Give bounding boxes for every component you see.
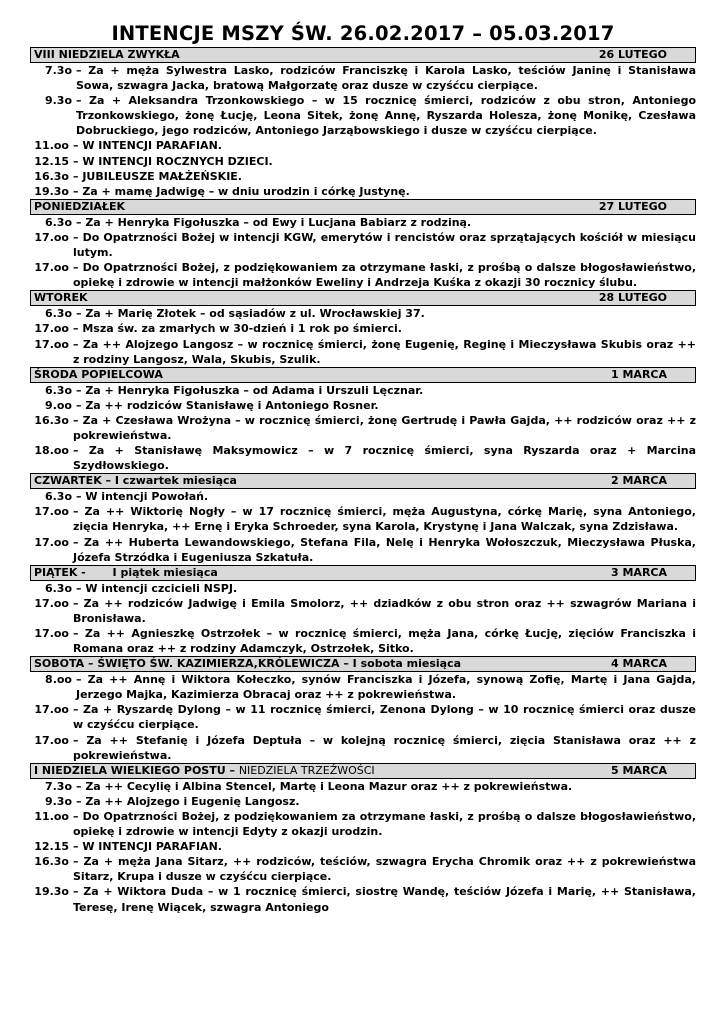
intention-time: 9.3o [44,794,72,808]
intention-entry [30,184,696,199]
page-title: INTENCJE MSZY ŚW. 26.02.2017 – 05.03.2017 [111,22,615,45]
intention-text: – Msza św. za zmarłych w 30-dzień i 1 rok po śmierci. [73,322,402,336]
intention-entry [26,383,696,398]
intention-time: 11.oo [34,809,69,823]
intention-entry [26,398,696,413]
intention-entry [30,884,696,914]
day-name [34,657,461,671]
intention-time: 17.oo [34,596,69,610]
intention-text: – Za ++ Annę i Wiktora Kołeczko, synów Franciszka i Józefa, synową Zofię, Martę i Jana Gajda, Jerzego Majka, Kazimierza Obracaj oraz ++ z pokrewieństwa. [76,673,696,702]
intention-time: 6.3o [44,215,72,229]
day-name [34,368,163,382]
intention-text: – Za + Ryszardę Dylong – w 11 rocznicę śmierci, Zenona Dylong – w 10 rocznicę śmierci oraz dusze w czyśćcu cierpiące. [73,703,696,732]
intention-time: 17.oo [34,337,69,351]
day-date: 26 LUTEGO [598,48,667,61]
intention-entry [30,854,696,884]
intention-time: 9.oo [45,398,72,412]
intentions-list [30,672,696,763]
intention-entry [30,809,696,839]
day-header [30,47,696,63]
intention-time: 12.15 [34,840,69,854]
intention-time: 19.3o [34,885,69,899]
intention-entry [30,321,696,336]
day-date: 1 MARCA [611,367,667,381]
day-name-text: ŚRODA POPIELCOWA [34,367,163,381]
day-header [30,763,696,779]
intention-text: – Do Opatrzności Bożej, z podziękowaniem za otrzymane łaski, z prośbą o dalsze błogosławieństwo, opiekę i zdrowie w intencji Edyty z okazji urodzin. [73,809,696,839]
day-header [30,656,696,672]
intentions-list [30,779,696,915]
intention-text: – Do Opatrzności Bożej, z podziękowaniem za otrzymane łaski, z prośbą o dalsze błogosławieństwo, opiekę i zdrowie w intencji małżonków Eweliny i Andrzeja Kuśka z okazji 30 rocznicy ślubu. [73,261,696,290]
day-name [34,48,180,62]
intention-text: – Za + męża Jana Sitarz, ++ rodziców, teściów, szwagra Erycha Chromik oraz ++ z pokrewieństwa Sitarz, Krupa i dusze w czyśćcu cierpiące. [73,855,696,884]
intention-entry [30,138,696,153]
intention-entry [30,626,696,656]
intentions-list [30,306,696,366]
intention-text: – Za ++ Alojzego i Eugenię Langosz. [76,794,300,808]
intention-time: 6.3o [44,383,72,397]
intention-time: 18.oo [34,444,69,458]
day-name-text: VIII NIEDZIELA ZWYKŁA [34,48,180,61]
days-list [30,47,696,915]
intention-text: – Za + Stanisławę Maksymowicz – w 7 rocznicę śmierci, syna Ryszarda oraz + Marcina Szydłowskiego. [73,444,696,473]
intention-text: – W intencji czcicieli NSPJ. [76,581,238,595]
intention-entry [30,443,696,473]
day-section [30,367,696,474]
intention-time: 17.oo [34,261,69,275]
intention-entry [30,839,696,854]
day-section [30,290,696,366]
intention-time: 17.oo [34,322,69,336]
intention-entry [26,779,696,794]
intention-entry [30,596,696,626]
intention-text: – Za + męża Sylwestra Lasko, rodziców Franciszkę i Karola Lasko, teściów Janinę i Stanisława Sowa, szwagra Jacka, bratową Małgorzatę oraz dusze w czyśćcu cierpiące. [76,64,696,93]
intention-text: – Do Opatrzności Bożej w intencji KGW, emerytów i rencistów oraz sprzątających kościół w miesiącu lutym. [73,230,696,260]
day-section [30,199,696,290]
intention-entry [26,63,696,93]
day-date: 28 LUTEGO [598,291,667,305]
intention-text: – Za + Henryka Figołuszka – od Ewy i Lucjana Babiarz z rodziną. [76,215,472,229]
intentions-list [30,489,696,564]
intention-text: – W INTENCJI ROCZNYCH DZIECI. [73,154,273,168]
intention-entry [26,794,696,809]
intention-text: – Za ++ Wiktorię Nogły – w 17 rocznicę śmierci, męża Augustyna, córkę Marię, syna Antoniego, zięcia Henryka, ++ Ernę i Eryka Schroeder, syna Karola, Krystynę i Jana Walczak, syna Zdzisława. [73,505,696,534]
day-date: 2 MARCA [611,474,667,488]
day-name [34,200,125,214]
day-date: 27 LUTEGO [598,199,667,213]
intention-text: – Za + Marię Złotek – od sąsiadów z ul. Wrocławskiej 37. [76,307,425,321]
intentions-list [30,383,696,474]
intention-time: 19.3o [34,184,69,198]
day-section [30,473,696,564]
intention-entry [30,535,696,565]
intention-time: 7.3o [44,779,72,793]
intention-entry [26,306,696,321]
day-name [34,474,237,488]
day-name-text: WTOREK [34,291,88,305]
day-name-text: CZWARTEK – I czwartek miesiąca [34,474,237,488]
intention-entry [30,337,696,367]
intention-time: 17.oo [34,627,69,640]
day-header [30,565,696,581]
intention-time: 9.3o [44,94,72,108]
day-name-text: PIĄTEK - I piątek miesiąca [34,565,218,579]
intention-time: 6.3o [44,581,72,595]
intention-time: 8.oo [45,673,72,687]
day-name [34,566,218,580]
day-header [30,199,696,215]
day-section [30,763,696,915]
intention-text: – Za ++ rodziców Stanisławę i Antoniego Rosner. [76,398,379,412]
intention-time: 17.oo [34,505,69,519]
intention-text: – Za + Henryka Figołuszka – od Adama i Urszuli Lęcznar. [76,383,424,397]
intention-entry [30,169,696,184]
intention-entry [26,93,696,138]
intention-time: 7.3o [44,64,72,77]
day-header [30,473,696,489]
intention-text: – Za ++ Stefanię i Józefa Deptuła – w kolejną rocznicę śmierci, zięcia Stanisława oraz ++ z pokrewieństwa. [73,733,696,762]
intention-entry [30,504,696,534]
intention-entry [26,672,696,702]
day-header [30,367,696,383]
intention-time: 16.3o [34,855,69,869]
intention-time: 16.3o [34,413,69,427]
day-date: 3 MARCA [611,565,667,579]
intention-text: – Za ++ rodziców Jadwigę i Emila Smolorz, ++ dziadków z obu stron oraz ++ szwagrów Mariana i Bronisława. [73,596,696,625]
day-name [34,291,88,305]
intention-entry [30,733,696,763]
intention-text: – Za + Aleksandra Trzonkowskiego – w 15 rocznicę śmierci, rodziców z obu stron, Antoniego Trzonkowskiego, żonę Łucję, Leona Sitek, żonę Annę, Ryszarda Holesza, żonę Monikę, Czesława Dobruckiego, jego rodziców, Antoniego Jarząbowskiego i dusze w czyśćcu cierpiące. [76,94,696,138]
day-name-text: PONIEDZIAŁEK [34,199,126,213]
intention-time: 17.oo [34,703,69,717]
intention-text: – W INTENCJI PARAFIAN. [73,139,222,153]
intention-entry [30,702,696,732]
intention-time: 17.oo [34,230,69,244]
intention-text: – Za ++ Cecylię i Albina Stencel, Martę i Leona Mazur oraz ++ z pokrewieństwa. [76,779,573,793]
day-date: 4 MARCA [611,657,667,671]
day-name [34,764,375,778]
intention-entry [26,581,696,596]
intention-time: 6.3o [44,307,72,321]
intention-text: – Za ++ Huberta Lewandowskiego, Stefana Fila, Nelę i Henryka Wołoszczuk, Mieczysława Płuska, Józefa Strzódka i Eugeniusza Szkatuła. [73,535,696,564]
day-date: 5 MARCA [611,763,667,777]
day-section [30,565,696,656]
day-section [30,47,696,199]
intention-entry [26,489,696,504]
intention-time: 17.oo [34,535,69,549]
intention-text: – Za ++ Agnieszkę Ostrzołek – w rocznicę śmierci, męża Jana, córkę Łucję, zięciów Franciszka i Romana oraz ++ z rodziny Adamczyk, Ostrzołek, Sitko. [73,627,696,656]
day-name-text: I NIEDZIELA WIELKIEGO POSTU – [34,763,239,777]
intention-time: 16.3o [34,169,69,183]
intention-entry [30,230,696,260]
intention-text: – Za + mamę Jadwigę – w dniu urodzin i córkę Justynę. [73,184,410,198]
intention-time: 17.oo [34,733,69,747]
intention-text: – W intencji Powołań. [76,490,209,504]
intentions-list [30,215,696,290]
intention-time: 11.oo [34,139,69,153]
intention-entry [30,260,696,290]
day-header [30,290,696,306]
intention-text: – W INTENCJI PARAFIAN. [73,840,222,854]
intentions-list [30,63,696,199]
day-name-text: SOBOTA – ŚWIĘTO ŚW. KAZIMIERZA,KRÓLEWICZA – I sobota miesiąca [34,657,462,671]
intention-time: 6.3o [44,490,72,504]
intention-time: 12.15 [34,154,69,168]
intention-entry [26,215,696,230]
intention-entry [30,413,696,443]
intention-text: – Za + Wiktora Duda – w 1 rocznicę śmierci, siostrę Wandę, teściów Józefa i Marię, ++ Stanisława, Teresę, Irenę Wiącek, szwagra Antoniego [73,885,696,914]
intention-text: – JUBILEUSZE MAŁŻEŃSKIE. [73,169,242,183]
document-page [30,22,696,915]
intention-entry [30,154,696,169]
intention-text: – Za ++ Alojzego Langosz – w rocznicę śmierci, żonę Eugenię, Reginę i Mieczysława Skubis oraz ++ z rodziny Langosz, Wala, Skubis, Szulik. [73,337,696,366]
intention-text: – Za + Czesława Wrożyna – w rocznicę śmierci, żonę Gertrudę i Pawła Gajda, ++ rodziców oraz ++ z pokrewieństwa. [73,413,696,442]
day-section [30,656,696,763]
day-name-subtitle: NIEDZIELA TRZEŹWOŚCI [238,763,375,777]
intentions-list [30,581,696,656]
